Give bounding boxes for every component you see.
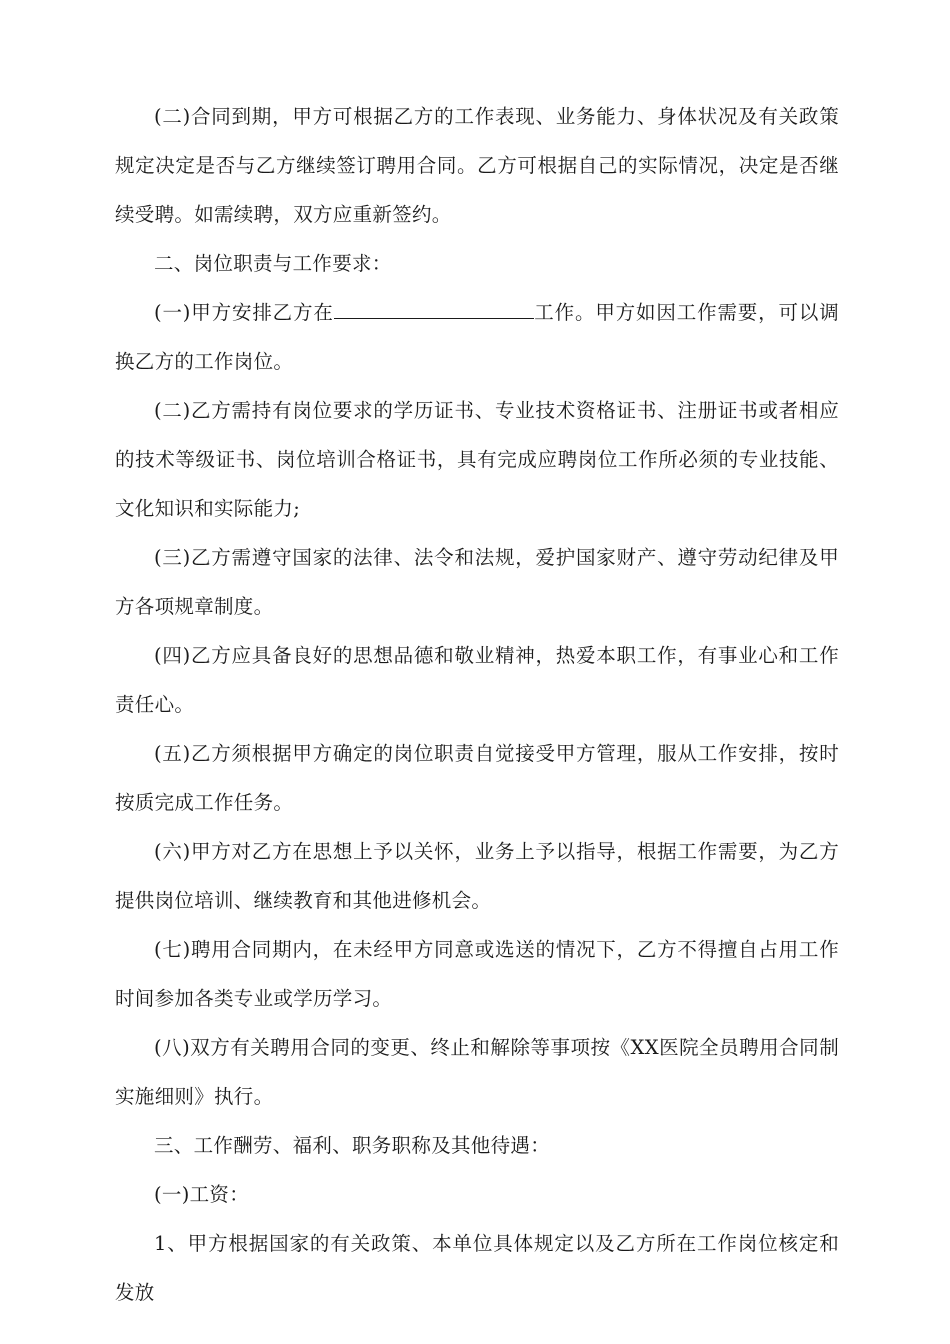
job-assignment-text-before: (一)甲方安排乙方在: [154, 301, 334, 324]
paragraph-management: (五)乙方须根据甲方确定的岗位职责自觉接受甲方管理，服从工作安排，按时按质完成工作任务。: [115, 742, 839, 814]
job-assignment-text-after: 工作。甲方如因工作需要，可以调换乙方的工作岗位。: [115, 301, 839, 373]
paragraph-ethics: (四)乙方应具备良好的思想品德和敬业精神，热爱本职工作，有事业心和工作责任心。: [115, 644, 839, 716]
paragraph-job-assignment: [115, 288, 839, 386]
section-heading-job-duties: 二、岗位职责与工作要求：: [154, 252, 392, 275]
job-position-blank-line: [334, 298, 534, 319]
paragraph-salary-policy: 1、甲方根据国家的有关政策、本单位具体规定以及乙方所在工作岗位核定和发放: [115, 1232, 839, 1304]
subheading-salary: (一)工资：: [154, 1183, 250, 1206]
paragraph-training: (六)甲方对乙方在思想上予以关怀，业务上予以指导，根据工作需要，为乙方提供岗位培训、继续教育和其他进修机会。: [115, 840, 839, 912]
paragraph-study-restriction: (七)聘用合同期内，在未经甲方同意或选送的情况下，乙方不得擅自占用工作时间参加各类专业或学历学习。: [115, 938, 839, 1010]
paragraph-contract-expiry: (二)合同到期，甲方可根据乙方的工作表现、业务能力、身体状况及有关政策规定决定是否与乙方继续签订聘用合同。乙方可根据自己的实际情况，决定是否继续受聘。如需续聘，双方应重新签约。: [115, 105, 839, 226]
section-heading-compensation: 三、工作酬劳、福利、职务职称及其他待遇：: [154, 1134, 551, 1157]
paragraph-qualifications: (二)乙方需持有岗位要求的学历证书、专业技术资格证书、注册证书或者相应的技术等级证书、岗位培训合格证书，具有完成应聘岗位工作所必须的专业技能、文化知识和实际能力;: [115, 399, 839, 520]
document-body: [115, 92, 839, 1317]
paragraph-compliance: (三)乙方需遵守国家的法律、法令和法规，爱护国家财产、遵守劳动纪律及甲方各项规章制度。: [115, 546, 839, 618]
paragraph-contract-changes: (八)双方有关聘用合同的变更、终止和解除等事项按《XX医院全员聘用合同制实施细则》执行。: [115, 1036, 839, 1108]
